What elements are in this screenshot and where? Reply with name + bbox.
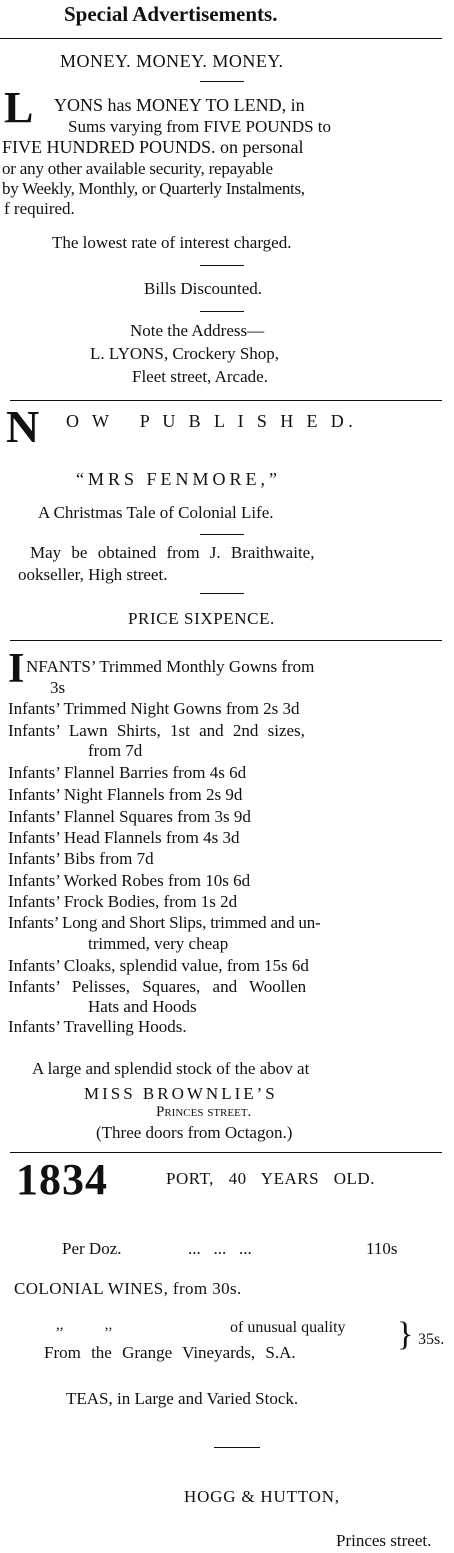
money-divider-2 [200, 265, 244, 266]
infants-item: Infants’ Trimmed Night Gowns from 2s 3d [8, 699, 300, 718]
infants-item: Infants’ Worked Robes from 10s 6d [8, 871, 251, 890]
published-headline: O W P U B L I S H E D. [66, 411, 358, 431]
money-note: Note the Address— [130, 321, 265, 340]
money-line-2: Sums varying from FIVE POUNDS to [68, 117, 332, 136]
money-line-5: by Weekly, Monthly, or Quarterly Instalments, [2, 179, 305, 198]
infants-item: Infants’ Night Flannels from 2s 9d [8, 785, 243, 804]
infants-item: Infants’ Flannel Barries from 4s 6d [8, 763, 247, 782]
money-divider [200, 81, 244, 82]
published-divider [200, 534, 244, 535]
money-line-6: f required. [4, 199, 75, 218]
port-grange-price: 35s. [418, 1331, 445, 1348]
published-price: PRICE SIXPENCE. [128, 609, 275, 628]
port-dots: ... ... ... [188, 1239, 252, 1258]
money-bills: Bills Discounted. [144, 279, 263, 298]
money-first-line: YONS has MONEY TO LEND, in [54, 95, 305, 115]
infants-item: Infants’ Head Flannels from 4s 3d [8, 828, 240, 847]
infants-item: from 7d [88, 741, 143, 760]
infants-item: Infants’ Frock Bodies, from 1s 2d [8, 892, 238, 911]
port-colonial: COLONIAL WINES, from 30s. [14, 1279, 242, 1298]
money-headline: MONEY. MONEY. MONEY. [60, 51, 284, 71]
port-quality: of unusual quality [230, 1319, 346, 1336]
infants-dropcap: I [8, 646, 25, 692]
infants-directions: (Three doors from Octagon.) [96, 1123, 293, 1142]
money-line-4: or any other available security, repayable [2, 159, 273, 178]
port-merchant-street: Princes street. [336, 1531, 432, 1550]
infants-first-cont: 3s [50, 678, 66, 697]
port-ditto-marks: ,, ,, [56, 1317, 113, 1333]
infants-item: Infants’ Travelling Hoods. [8, 1017, 187, 1036]
infants-item: Infants’ Long and Short Slips, trimmed and un- [8, 913, 321, 932]
infants-item: Hats and Hoods [88, 997, 197, 1016]
port-year: 1834 [16, 1155, 108, 1204]
money-address-2: Fleet street, Arcade. [132, 367, 268, 386]
published-divider-2 [200, 593, 244, 594]
port-per-doz: Per Doz. [62, 1239, 122, 1258]
published-obtained-2: ookseller, High street. [18, 565, 168, 584]
port-grange: From the Grange Vineyards, S.A. [44, 1343, 296, 1362]
infants-item: Infants’ Lawn Shirts, 1st and 2nd sizes, [8, 721, 305, 740]
published-book-title: “MRS FENMORE,” [76, 469, 282, 489]
published-dropcap: N [6, 401, 40, 452]
money-line-3: FIVE HUNDRED POUNDS. on personal [2, 137, 304, 157]
rule-2 [10, 640, 442, 641]
infants-item: Infants’ Pelisses, Squares, and Woollen [8, 977, 307, 996]
money-dropcap: L [4, 83, 34, 132]
published-obtained-1: May be obtained from J. Braithwaite, [30, 543, 315, 562]
infants-item: Infants’ Flannel Squares from 3s 9d [8, 807, 251, 826]
infants-street: Princes street. [156, 1104, 252, 1120]
port-divider [214, 1447, 260, 1448]
infants-stock: A large and splendid stock of the abov at [32, 1059, 310, 1078]
rule-1 [10, 400, 442, 401]
port-merchant: HOGG & HUTTON, [184, 1487, 340, 1506]
infants-first-line: NFANTS’ Trimmed Monthly Gowns from [26, 657, 315, 676]
money-interest: The lowest rate of interest charged. [52, 233, 292, 252]
infants-item: trimmed, very cheap [88, 934, 229, 953]
brace-glyph: } [397, 1316, 414, 1353]
header-rule [0, 38, 442, 39]
infants-item: Infants’ Bibs from 7d [8, 849, 154, 868]
published-subtitle: A Christmas Tale of Colonial Life. [38, 503, 274, 522]
money-divider-3 [200, 311, 244, 312]
rule-3 [10, 1152, 442, 1153]
port-per-doz-price: 110s [366, 1239, 398, 1258]
port-headline: PORT, 40 YEARS OLD. [166, 1169, 375, 1188]
column-title: Special Advertisements. [64, 2, 278, 26]
infants-item: Infants’ Cloaks, splendid value, from 15s 6d [8, 956, 309, 975]
port-teas: TEAS, in Large and Varied Stock. [66, 1389, 299, 1408]
money-address-1: L. LYONS, Crockery Shop, [90, 344, 280, 363]
infants-shop: MISS BROWNLIE’S [84, 1084, 278, 1103]
